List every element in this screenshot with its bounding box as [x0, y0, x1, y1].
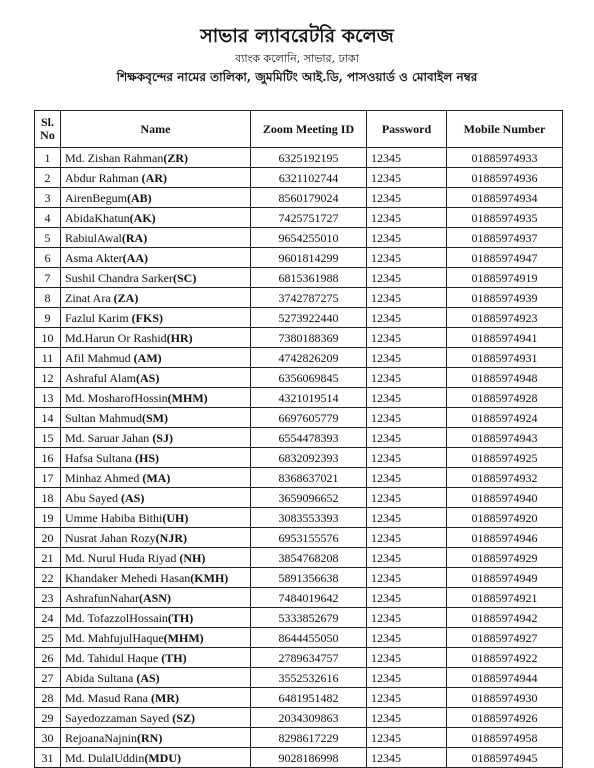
serial-number: 12 [35, 368, 61, 388]
document-subtitle: শিক্ষকবৃন্দের নামের তালিকা, জুমমিটিং আই.ডি, পাসওয়ার্ড ও মোবাইল নম্বর [116, 70, 478, 84]
mobile-number: 01885974920 [447, 508, 563, 528]
teacher-name: Md. Tahidul Haque [65, 650, 162, 665]
table-row [35, 508, 563, 528]
zoom-meeting-id: 6325192195 [251, 148, 367, 168]
mobile-number: 01885974947 [447, 248, 563, 268]
password: 12345 [367, 608, 447, 628]
teacher-name-cell [61, 508, 251, 528]
password: 12345 [367, 408, 447, 428]
teacher-name: Ashraful Alam [65, 370, 136, 385]
table-row [35, 248, 563, 268]
password: 12345 [367, 448, 447, 468]
teacher-code: (SM) [142, 410, 168, 425]
mobile-number: 01885974941 [447, 328, 563, 348]
teacher-name-cell [61, 388, 251, 408]
password: 12345 [367, 348, 447, 368]
serial-number: 11 [35, 348, 61, 368]
teacher-name: Md. Zishan Rahman [65, 150, 164, 165]
serial-number: 25 [35, 628, 61, 648]
mobile-number: 01885974932 [447, 468, 563, 488]
table-row [35, 748, 563, 768]
password: 12345 [367, 308, 447, 328]
serial-number: 24 [35, 608, 61, 628]
mobile-number: 01885974942 [447, 608, 563, 628]
mobile-number: 01885974934 [447, 188, 563, 208]
teacher-name-cell [61, 268, 251, 288]
teacher-name-cell [61, 408, 251, 428]
teacher-name-cell [61, 248, 251, 268]
teacher-code: (KMH) [190, 570, 229, 585]
teacher-name: Abida Sultana [65, 670, 137, 685]
teacher-code: (MHM) [163, 630, 204, 645]
teacher-code: (AS) [136, 670, 160, 685]
table-row [35, 188, 563, 208]
teacher-name: Umme Habiba Bithi [65, 510, 163, 525]
teacher-code: (AM) [133, 350, 162, 365]
table-row [35, 668, 563, 688]
zoom-meeting-id: 8644455050 [251, 628, 367, 648]
zoom-meeting-id: 4742826209 [251, 348, 367, 368]
password: 12345 [367, 628, 447, 648]
mobile-number: 01885974948 [447, 368, 563, 388]
teacher-name-cell [61, 428, 251, 448]
teacher-name: Nusrat Jahan Rozy [65, 530, 156, 545]
teacher-name-cell [61, 588, 251, 608]
zoom-meeting-id: 6697605779 [251, 408, 367, 428]
serial-number: 18 [35, 488, 61, 508]
password: 12345 [367, 388, 447, 408]
teacher-code: (NJR) [155, 530, 187, 545]
zoom-meeting-id: 6832092393 [251, 448, 367, 468]
zoom-meeting-id: 3742787275 [251, 288, 367, 308]
password: 12345 [367, 488, 447, 508]
teacher-name: Afil Mahmud [65, 350, 134, 365]
table-row [35, 148, 563, 168]
zoom-meeting-id: 5333852679 [251, 608, 367, 628]
serial-number: 20 [35, 528, 61, 548]
teacher-name: Abdur Rahman [65, 170, 142, 185]
teacher-code: (FKS) [131, 310, 163, 325]
teacher-name: Md. Saruar Jahan [65, 430, 153, 445]
teacher-name: Md. Masud Rana [65, 690, 151, 705]
serial-number: 30 [35, 728, 61, 748]
teacher-code: (HS) [134, 450, 159, 465]
zoom-meeting-id: 3854768208 [251, 548, 367, 568]
zoom-meeting-id: 9028186998 [251, 748, 367, 768]
password: 12345 [367, 568, 447, 588]
teacher-name-cell [61, 228, 251, 248]
table-row [35, 708, 563, 728]
teacher-code: (AK) [129, 210, 156, 225]
teacher-name: RejoanaNajnin [65, 730, 137, 745]
zoom-meeting-id: 2789634757 [251, 648, 367, 668]
zoom-meeting-id: 7484019642 [251, 588, 367, 608]
serial-number: 21 [35, 548, 61, 568]
college-address: ব্যাংক কলোনি, সাভার, ঢাকা [235, 52, 359, 65]
serial-number: 2 [35, 168, 61, 188]
mobile-number: 01885974919 [447, 268, 563, 288]
table-row [35, 428, 563, 448]
password: 12345 [367, 208, 447, 228]
table-row [35, 168, 563, 188]
password: 12345 [367, 468, 447, 488]
mobile-number: 01885974939 [447, 288, 563, 308]
password: 12345 [367, 328, 447, 348]
teacher-code: (NH) [179, 550, 206, 565]
table-row [35, 308, 563, 328]
serial-number: 26 [35, 648, 61, 668]
teacher-code: (TH) [167, 610, 194, 625]
teacher-code: (MR) [151, 690, 179, 705]
teacher-name: AbidaKhatun [65, 210, 130, 225]
zoom-meeting-id: 2034309863 [251, 708, 367, 728]
teacher-name: RabiulAwal [65, 230, 122, 245]
teacher-code: (ZR) [163, 150, 188, 165]
table-row [35, 528, 563, 548]
zoom-meeting-id: 3552532616 [251, 668, 367, 688]
teacher-code: (MHM) [167, 390, 208, 405]
teacher-name: Md. TofazzolHossain [65, 610, 168, 625]
mobile-number: 01885974925 [447, 448, 563, 468]
teacher-code: (SZ) [172, 710, 195, 725]
serial-number: 16 [35, 448, 61, 468]
serial-number: 22 [35, 568, 61, 588]
teacher-code: (SJ) [152, 430, 173, 445]
teacher-name: Md.Harun Or Rashid [65, 330, 167, 345]
teacher-code: (MDU) [144, 750, 181, 765]
teacher-name-cell [61, 548, 251, 568]
table-row [35, 388, 563, 408]
password: 12345 [367, 288, 447, 308]
mobile-number: 01885974927 [447, 628, 563, 648]
teacher-name: Khandaker Mehedi Hasan [65, 570, 191, 585]
password: 12345 [367, 148, 447, 168]
zoom-meeting-id: 6321102744 [251, 168, 367, 188]
password: 12345 [367, 368, 447, 388]
teacher-name-cell [61, 728, 251, 748]
teacher-name: Md. DulalUddin [65, 750, 145, 765]
table-row [35, 608, 563, 628]
teacher-name: AirenBegum [65, 190, 127, 205]
table-row [35, 728, 563, 748]
table-row [35, 588, 563, 608]
zoom-meeting-id: 5891356638 [251, 568, 367, 588]
password: 12345 [367, 748, 447, 768]
teacher-code: (RA) [121, 230, 148, 245]
teacher-name-cell [61, 468, 251, 488]
table-row [35, 268, 563, 288]
teacher-name: Md. MahfujulHaque [65, 630, 164, 645]
mobile-number: 01885974922 [447, 648, 563, 668]
teacher-code: (RN) [136, 730, 163, 745]
zoom-meeting-id: 8368637021 [251, 468, 367, 488]
password: 12345 [367, 548, 447, 568]
password: 12345 [367, 588, 447, 608]
table-header-row [35, 111, 563, 148]
zoom-meeting-id: 5273922440 [251, 308, 367, 328]
teacher-code: (ZA) [113, 290, 139, 305]
zoom-meeting-id: 6554478393 [251, 428, 367, 448]
zoom-meeting-id: 8560179024 [251, 188, 367, 208]
table-row [35, 688, 563, 708]
mobile-number: 01885974930 [447, 688, 563, 708]
college-name: সাভার ল্যাবরেটরি কলেজ [200, 25, 394, 47]
table-row [35, 648, 563, 668]
teacher-name-cell [61, 708, 251, 728]
serial-number: 8 [35, 288, 61, 308]
teacher-name: Sushil Chandra Sarker [65, 270, 173, 285]
mobile-number: 01885974933 [447, 148, 563, 168]
zoom-meeting-id: 7380188369 [251, 328, 367, 348]
teacher-code: (AA) [122, 250, 148, 265]
serial-number: 1 [35, 148, 61, 168]
password: 12345 [367, 268, 447, 288]
mobile-number: 01885974923 [447, 308, 563, 328]
table-row [35, 208, 563, 228]
serial-number: 17 [35, 468, 61, 488]
teacher-roster-table [34, 110, 563, 768]
serial-number: 14 [35, 408, 61, 428]
zoom-meeting-id: 6815361988 [251, 268, 367, 288]
teacher-name-cell [61, 648, 251, 668]
zoom-meeting-id: 6356069845 [251, 368, 367, 388]
mobile-number: 01885974936 [447, 168, 563, 188]
zoom-meeting-id: 8298617229 [251, 728, 367, 748]
password: 12345 [367, 688, 447, 708]
teacher-code: (AR) [141, 170, 167, 185]
serial-number: 23 [35, 588, 61, 608]
teacher-name: Zinat Ara [65, 290, 114, 305]
zoom-meeting-id: 9601814299 [251, 248, 367, 268]
teacher-name: Md. Nurul Huda Riyad [65, 550, 180, 565]
teacher-name-cell [61, 568, 251, 588]
teacher-code: (AS) [136, 370, 160, 385]
serial-number: 15 [35, 428, 61, 448]
zoom-meeting-id: 4321019514 [251, 388, 367, 408]
teacher-name-cell [61, 628, 251, 648]
column-header-name: Name [61, 111, 251, 148]
zoom-meeting-id: 7425751727 [251, 208, 367, 228]
serial-number: 4 [35, 208, 61, 228]
mobile-number: 01885974943 [447, 428, 563, 448]
teacher-name: Hafsa Sultana [65, 450, 135, 465]
mobile-number: 01885974921 [447, 588, 563, 608]
teacher-code: (AB) [127, 190, 152, 205]
table-row [35, 288, 563, 308]
serial-number: 19 [35, 508, 61, 528]
no-label: No [40, 128, 55, 142]
mobile-number: 01885974929 [447, 548, 563, 568]
teacher-name-cell [61, 748, 251, 768]
column-header-password: Password [367, 111, 447, 148]
serial-number: 5 [35, 228, 61, 248]
teacher-name-cell [61, 348, 251, 368]
serial-number: 6 [35, 248, 61, 268]
teacher-code: (ASN) [138, 590, 171, 605]
teacher-name-cell [61, 488, 251, 508]
table-row [35, 628, 563, 648]
teacher-name: Sultan Mahmud [65, 410, 142, 425]
password: 12345 [367, 668, 447, 688]
table-row [35, 408, 563, 428]
table-row [35, 448, 563, 468]
teacher-name-cell [61, 528, 251, 548]
password: 12345 [367, 248, 447, 268]
mobile-number: 01885974926 [447, 708, 563, 728]
teacher-name-cell [61, 668, 251, 688]
zoom-meeting-id: 9654255010 [251, 228, 367, 248]
mobile-number: 01885974958 [447, 728, 563, 748]
table-row [35, 328, 563, 348]
teacher-name-cell [61, 288, 251, 308]
serial-number: 10 [35, 328, 61, 348]
mobile-number: 01885974937 [447, 228, 563, 248]
table-row [35, 468, 563, 488]
mobile-number: 01885974944 [447, 668, 563, 688]
table-row [35, 488, 563, 508]
teacher-name: Abu Sayed [65, 490, 121, 505]
teacher-name-cell [61, 368, 251, 388]
column-header-sl-no [35, 111, 61, 148]
mobile-number: 01885974945 [447, 748, 563, 768]
password: 12345 [367, 508, 447, 528]
table-body [35, 148, 563, 768]
table-row [35, 228, 563, 248]
teacher-name: Minhaz Ahmed [65, 470, 143, 485]
serial-number: 3 [35, 188, 61, 208]
teacher-name: AshrafunNahar [65, 590, 139, 605]
serial-number: 29 [35, 708, 61, 728]
serial-number: 13 [35, 388, 61, 408]
teacher-code: (AS) [121, 490, 145, 505]
password: 12345 [367, 428, 447, 448]
table-row [35, 368, 563, 388]
table-row [35, 548, 563, 568]
teacher-name-cell [61, 168, 251, 188]
teacher-name-cell [61, 188, 251, 208]
serial-number: 27 [35, 668, 61, 688]
password: 12345 [367, 528, 447, 548]
password: 12345 [367, 728, 447, 748]
zoom-meeting-id: 6953155576 [251, 528, 367, 548]
teacher-code: (SC) [172, 270, 197, 285]
teacher-name-cell [61, 608, 251, 628]
teacher-name: Sayedozzaman Sayed [65, 710, 173, 725]
sl-label: Sl. [40, 115, 54, 129]
table-row [35, 348, 563, 368]
serial-number: 9 [35, 308, 61, 328]
teacher-name-cell [61, 688, 251, 708]
zoom-meeting-id: 3083553393 [251, 508, 367, 528]
table-row [35, 568, 563, 588]
password: 12345 [367, 648, 447, 668]
password: 12345 [367, 188, 447, 208]
mobile-number: 01885974940 [447, 488, 563, 508]
mobile-number: 01885974949 [447, 568, 563, 588]
teacher-name-cell [61, 308, 251, 328]
password: 12345 [367, 708, 447, 728]
teacher-name: Md. MosharofHossin [65, 390, 168, 405]
teacher-name-cell [61, 208, 251, 228]
mobile-number: 01885974924 [447, 408, 563, 428]
mobile-number: 01885974931 [447, 348, 563, 368]
teacher-name-cell [61, 148, 251, 168]
mobile-number: 01885974935 [447, 208, 563, 228]
serial-number: 7 [35, 268, 61, 288]
serial-number: 28 [35, 688, 61, 708]
teacher-name-cell [61, 448, 251, 468]
teacher-code: (MA) [142, 470, 171, 485]
teacher-code: (TH) [161, 650, 187, 665]
password: 12345 [367, 228, 447, 248]
password: 12345 [367, 168, 447, 188]
zoom-meeting-id: 6481951482 [251, 688, 367, 708]
teacher-name-cell [61, 328, 251, 348]
zoom-meeting-id: 3659096652 [251, 488, 367, 508]
teacher-code: (UH) [162, 510, 189, 525]
teacher-name: Asma Akter [65, 250, 123, 265]
mobile-number: 01885974946 [447, 528, 563, 548]
serial-number: 31 [35, 748, 61, 768]
column-header-zoom-id: Zoom Meeting ID [251, 111, 367, 148]
mobile-number: 01885974928 [447, 388, 563, 408]
column-header-mobile: Mobile Number [447, 111, 563, 148]
teacher-code: (HR) [166, 330, 193, 345]
teacher-name: Fazlul Karim [65, 310, 132, 325]
